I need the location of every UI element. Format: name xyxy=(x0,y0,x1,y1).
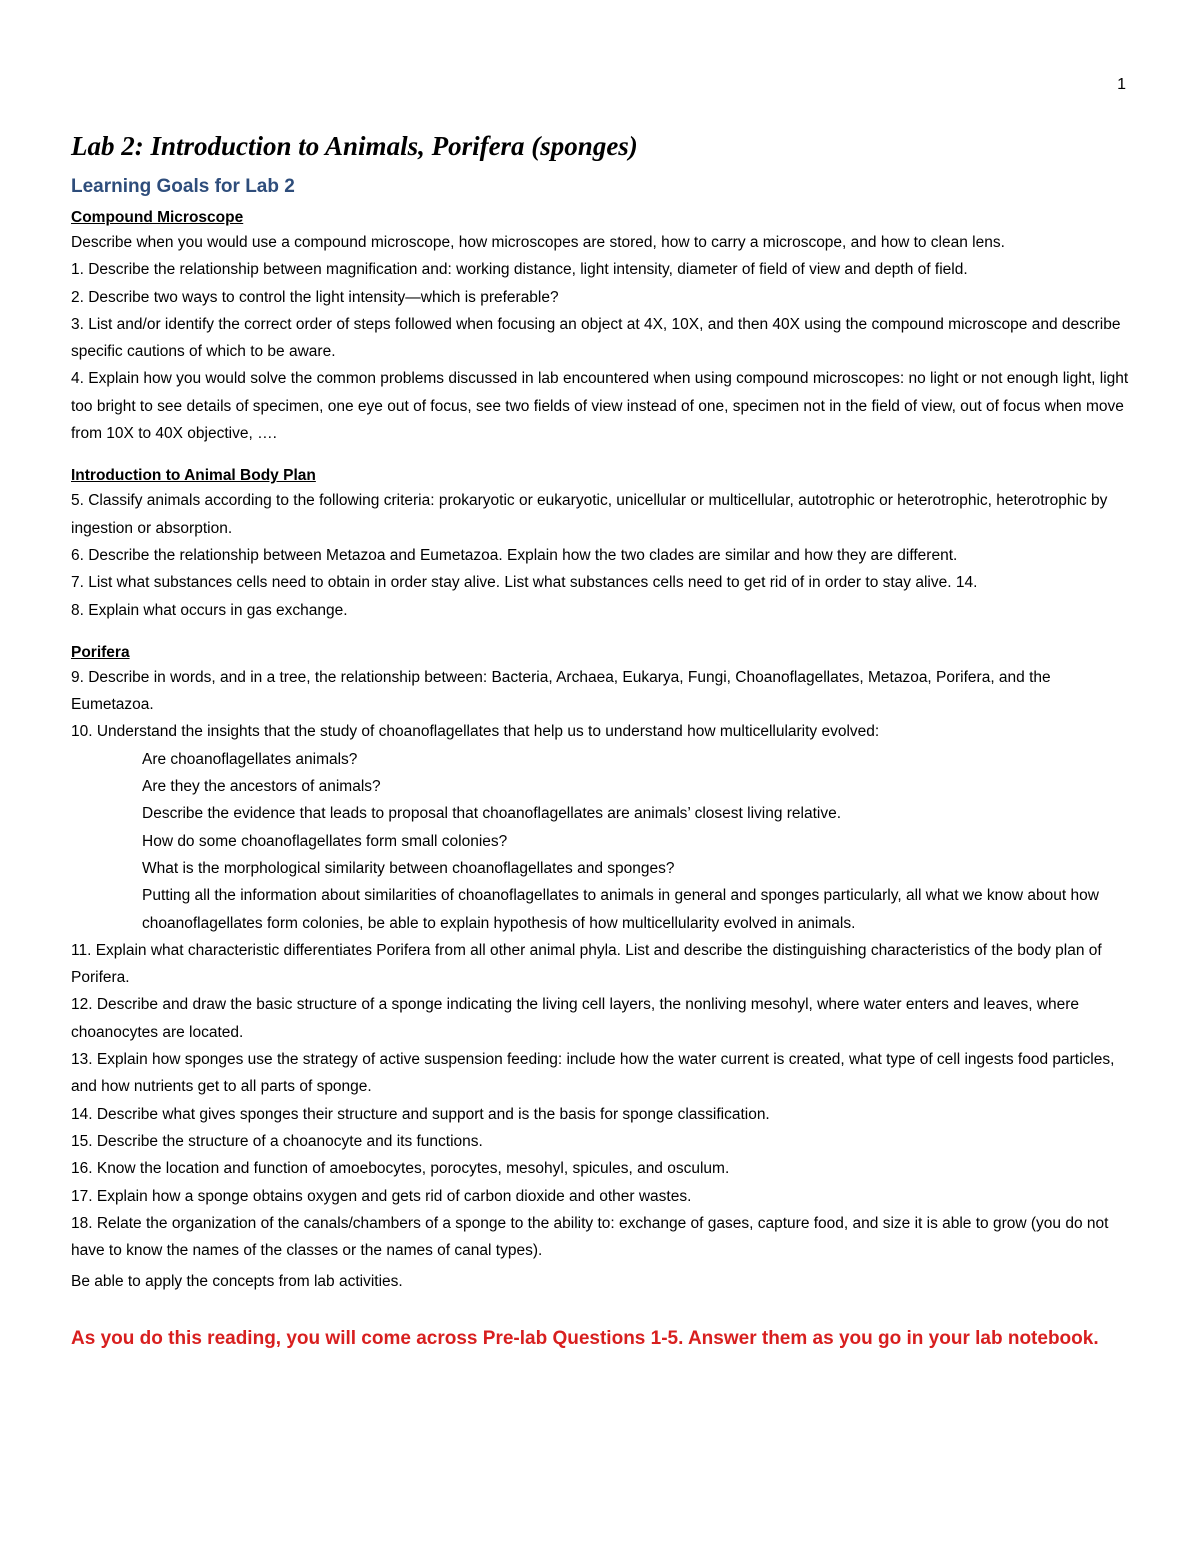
goal-item: 18. Relate the organization of the canals/chambers of a sponge to the ability to: exchange of gases, capture food, and size it is able to grow (you do not have to know the names of the classes or the names of canal types). xyxy=(71,1214,1109,1260)
goal-item: 7. List what substances cells need to obtain in order stay alive. List what substances cells need to get rid of in order to stay alive. 14. xyxy=(71,574,978,592)
prelab-notice: As you do this reading, you will come across Pre-lab Questions 1-5. Answer them as you go in your lab notebook. xyxy=(71,1327,1099,1349)
section-heading-porifera: Porifera xyxy=(71,643,130,661)
goal-item: 10. Understand the insights that the study of choanoflagellates that help us to understand how multicellularity evolved: xyxy=(71,723,880,741)
goal-item: 2. Describe two ways to control the light intensity—which is preferable? xyxy=(71,288,559,306)
sub-item: Describe the evidence that leads to proposal that choanoflagellates are animals’ closest living relative. xyxy=(142,805,842,823)
page-number: 1 xyxy=(1117,76,1126,93)
document-body xyxy=(71,128,1133,1357)
compound-microscope-section xyxy=(71,206,1133,447)
goal-item: 5. Classify animals according to the following criteria: prokaryotic or eukaryotic, unicellular or multicellular, autotrophic or heterotrophic, heterotrophic by ingestion or absorption. xyxy=(71,492,1108,537)
sub-item: Are they the ancestors of animals? xyxy=(142,778,381,796)
learning-goals-heading: Learning Goals for Lab 2 xyxy=(71,176,295,197)
goal-item: 16. Know the location and function of amoebocytes, porocytes, mesohyl, spicules, and osculum. xyxy=(71,1160,730,1178)
document-title: Lab 2: Introduction to Animals, Porifera (sponges) xyxy=(71,131,638,161)
goal-item: 6. Describe the relationship between Metazoa and Eumetazoa. Explain how the two clades are similar and how they are different. xyxy=(71,546,958,564)
microscope-intro: Describe when you would use a compound microscope, how microscopes are stored, how to carry a microscope, and how to clean lens. xyxy=(71,234,1005,251)
spacer xyxy=(71,447,1133,464)
goal-item: 3. List and/or identify the correct order of steps followed when focusing an object at 4X, 10X, and then 40X using the compound microscope and describe specific cautions of which to be aware. xyxy=(71,315,1121,361)
sub-item: What is the morphological similarity between choanoflagellates and sponges? xyxy=(142,859,675,877)
section-heading-body-plan: Introduction to Animal Body Plan xyxy=(71,467,316,485)
closing-statement: Be able to apply the concepts from lab activities. xyxy=(71,1273,403,1291)
goal-item: 11. Explain what characteristic differentiates Porifera from all other animal phyla. List and describe the distinguishing characteristics of the body plan of Porifera. xyxy=(71,941,1102,987)
goal-item: 14. Describe what gives sponges their structure and support and is the basis for sponge classification. xyxy=(71,1105,770,1123)
sub-item: Are choanoflagellates animals? xyxy=(142,750,358,768)
goal-item: 12. Describe and draw the basic structure of a sponge indicating the living cell layers, the nonliving mesohyl, where water enters and leaves, where choanocytes are located. xyxy=(71,996,1080,1041)
goal-item: 4. Explain how you would solve the common problems discussed in lab encountered when using compound microscopes: no light or not enough light, light too bright to see details of specimen, one eye out of focus, see two fields of view instead of one, specimen not in the field of view, out of focus when move from 10X to 40X objective, …. xyxy=(71,370,1129,443)
goal-item: 13. Explain how sponges use the strategy of active suspension feeding: include how the water current is created, what type of cell ingests food particles, and how nutrients get to all parts of sponge. xyxy=(71,1051,1115,1096)
section-heading-microscope: Compound Microscope xyxy=(71,209,244,226)
choanoflagellate-subitems xyxy=(71,746,1133,937)
body-plan-section xyxy=(71,464,1133,623)
goal-item: 9. Describe in words, and in a tree, the relationship between: Bacteria, Archaea, Eukarya, Fungi, Choanoflagellates, Metazoa, Porifera, and the Eumetazoa. xyxy=(71,668,1051,714)
sub-item: Putting all the information about similarities of choanoflagellates to animals in general and sponges particularly, all what we know about how choanoflagellates form colonies, be able to explain hypothesis of how multicellularity evolved in animals. xyxy=(142,887,1099,932)
goal-item: 1. Describe the relationship between magnification and: working distance, light intensity, diameter of field of view and depth of field. xyxy=(71,261,968,279)
sub-item: How do some choanoflagellates form small colonies? xyxy=(142,832,508,850)
goal-item: 8. Explain what occurs in gas exchange. xyxy=(71,601,348,619)
goal-item: 15. Describe the structure of a choanocyte and its functions. xyxy=(71,1132,483,1150)
porifera-section xyxy=(71,641,1133,1296)
spacer xyxy=(71,624,1133,641)
goal-item: 17. Explain how a sponge obtains oxygen and gets rid of carbon dioxide and other wastes. xyxy=(71,1187,692,1205)
